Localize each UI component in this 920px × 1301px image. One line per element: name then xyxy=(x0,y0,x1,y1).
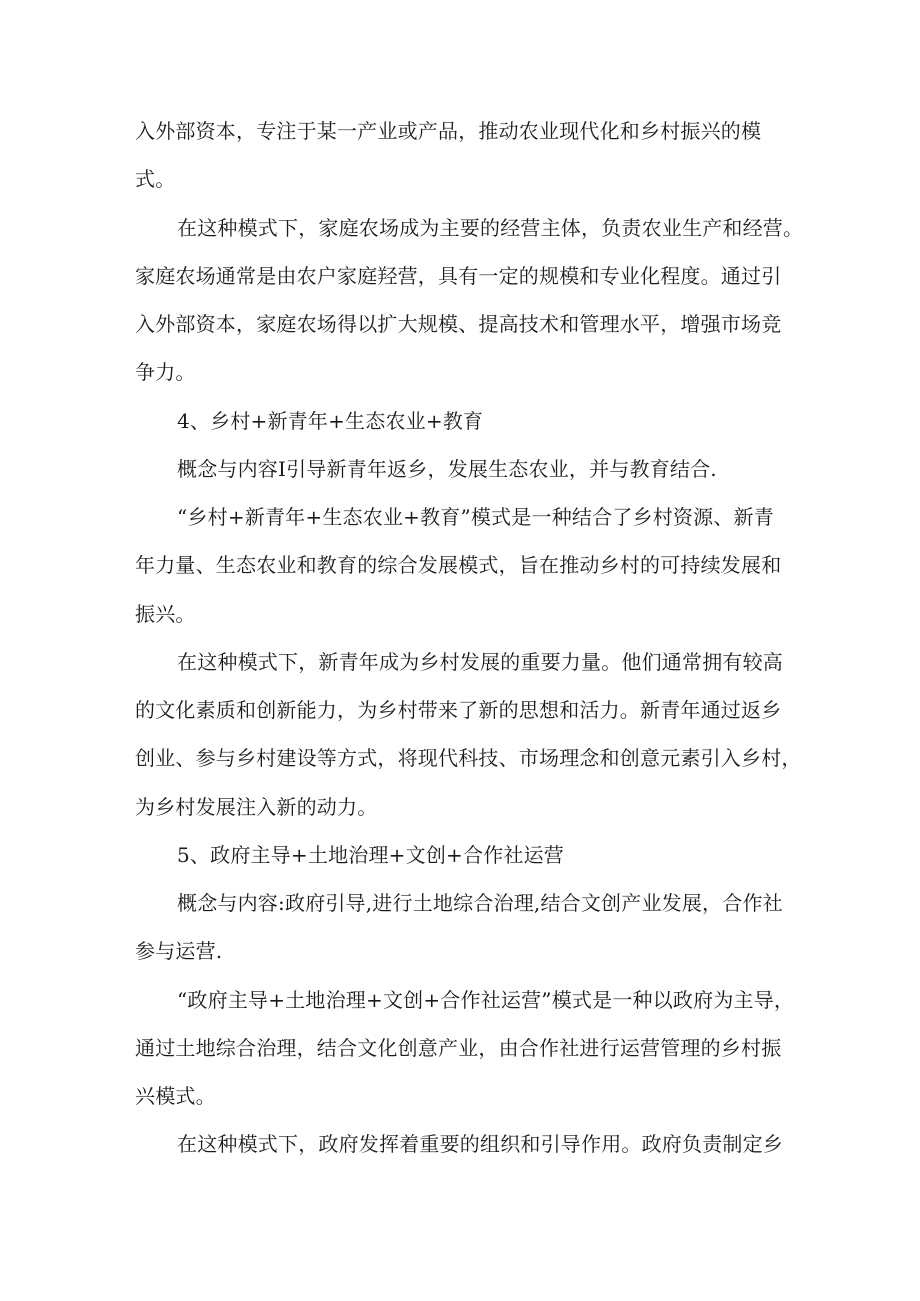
text-line-14: 创业、参与乡村建设等方式，将现代科技、市场理念和创意元素引入乡村， xyxy=(135,746,802,770)
text-line-15: 为乡村发展注入新的动力。 xyxy=(135,795,378,819)
text-line-4: 家庭农场通常是由农户家庭羟营，具有一定的规模和专业化程度。通过引 xyxy=(135,264,782,288)
text-line-22: 在这种模式下，政府发挥着重要的组织和引导作用。政府负责制定乡 xyxy=(177,1132,783,1156)
text-line-5: 入外部资本，家庭农场得以扩大规模、提高技术和管理水平，增强市场竞 xyxy=(135,312,782,336)
text-line-3: 在这种模式下，家庭农场成为主要的经营主体，负责农业生产和经营。 xyxy=(177,216,804,240)
text-line-11: 振兴。 xyxy=(135,602,196,626)
section-heading-4: 4、乡村+新青年+生态农业+教育 xyxy=(177,409,484,433)
text-line-20: 通过土地综合治理，结合文化创意产业，由合作社进行运营管理的乡村振 xyxy=(135,1036,782,1060)
text-line-13: 的文化素质和创新能力，为乡村带来了新的思想和活力。新青年通过返乡 xyxy=(135,698,782,722)
text-line-21: 兴模式。 xyxy=(135,1084,216,1108)
text-line-10: 年力量、生态农业和教育的综合发展模式，旨在推动乡村的可持续发展和 xyxy=(135,553,782,577)
text-line-12: 在这种模式下，新青年成为乡村发展的重要力量。他们通常拥有较高 xyxy=(177,650,783,674)
text-line-2: 式。 xyxy=(135,167,176,191)
text-line-8: 概念与内容I引导新青年返乡，发展生态农业，并与教育结合. xyxy=(177,457,717,481)
text-line-17: 概念与内容:政府引导,进行土地综合治理,结合文创产业发展，合作社 xyxy=(177,891,783,915)
text-line-18: 参与运营. xyxy=(135,939,223,963)
text-line-9: “乡村+新青年+生态农业+教育”模式是一种结合了乡村资源、新青 xyxy=(177,505,774,529)
text-line-1: 入外部资本，专注于某一产业或产品，推动农业现代化和乡村振兴的模 xyxy=(135,119,762,143)
text-line-6: 争力。 xyxy=(135,360,196,384)
section-heading-5: 5、政府主导+土地治理+文创+合作社运营 xyxy=(177,843,564,867)
text-line-19: “政府主导+土地治理+文创+合作社运营”模式是一种以政府为主导， xyxy=(177,988,795,1012)
